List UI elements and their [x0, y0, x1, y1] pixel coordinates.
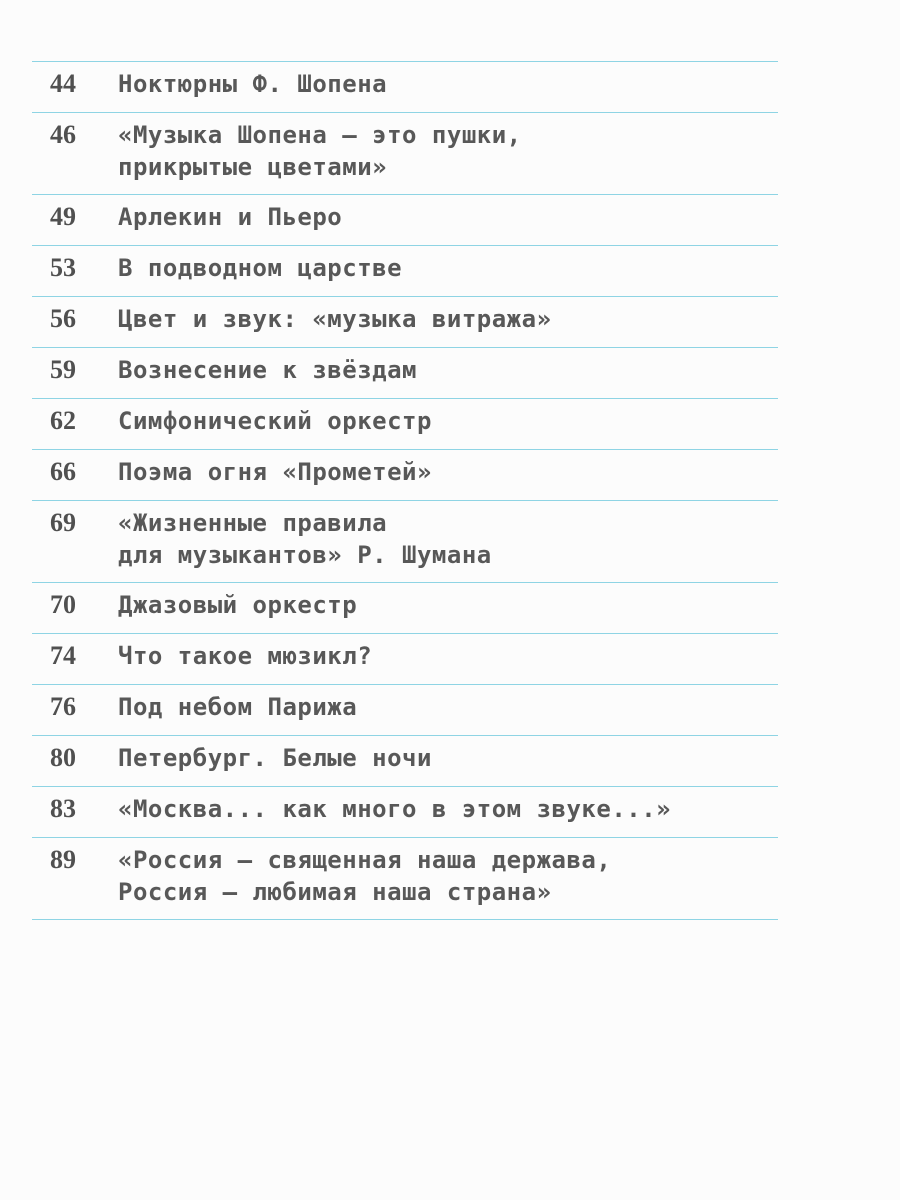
chapter-title: Петербург. Белые ночи [118, 744, 432, 772]
page-number: 46 [50, 120, 76, 149]
toc-row-80[interactable] [32, 736, 778, 787]
page-number: 89 [50, 845, 76, 874]
chapter-title: «Музыка Шопена — это пушки, прикрытые цветами» [118, 121, 522, 181]
toc-row-44[interactable] [32, 62, 778, 113]
toc-row-49[interactable] [32, 195, 778, 246]
page-number: 70 [50, 590, 76, 619]
chapter-title: В подводном царстве [118, 254, 403, 282]
chapter-title: Арлекин и Пьеро [118, 203, 343, 231]
toc-row-69[interactable] [32, 501, 778, 583]
toc-row-83[interactable] [32, 787, 778, 838]
toc-row-46[interactable] [32, 113, 778, 195]
chapter-title: Вознесение к звёздам [118, 356, 417, 384]
page-number: 76 [50, 692, 76, 721]
page-number: 53 [50, 253, 76, 282]
chapter-title: Поэма огня «Прометей» [118, 458, 432, 486]
toc-row-76[interactable] [32, 685, 778, 736]
toc-row-70[interactable] [32, 583, 778, 634]
chapter-title: Джазовый оркестр [118, 591, 358, 619]
chapter-title: «Москва... как много в этом звуке...» [118, 795, 672, 823]
chapter-title: Под небом Парижа [118, 693, 358, 721]
toc-row-66[interactable] [32, 450, 778, 501]
page-number: 56 [50, 304, 76, 333]
toc-row-53[interactable] [32, 246, 778, 297]
page-number: 59 [50, 355, 76, 384]
toc-row-89[interactable] [32, 838, 778, 920]
page-number: 83 [50, 794, 76, 823]
table-of-contents [32, 61, 778, 920]
page-number: 69 [50, 508, 76, 537]
chapter-title: Симфонический оркестр [118, 407, 432, 435]
page-number: 62 [50, 406, 76, 435]
page-number: 44 [50, 69, 76, 98]
chapter-title: Цвет и звук: «музыка витража» [118, 305, 552, 333]
toc-row-74[interactable] [32, 634, 778, 685]
toc-row-56[interactable] [32, 297, 778, 348]
page-number: 49 [50, 202, 76, 231]
toc-row-62[interactable] [32, 399, 778, 450]
page-number: 80 [50, 743, 76, 772]
page-number: 74 [50, 641, 76, 670]
chapter-title: Что такое мюзикл? [118, 642, 373, 670]
page-number: 66 [50, 457, 76, 486]
chapter-title: Ноктюрны Ф. Шопена [118, 70, 388, 98]
chapter-title: «Жизненные правила для музыкантов» Р. Шумана [118, 509, 492, 569]
chapter-title: «Россия — священная наша держава, Россия — любимая наша страна» [118, 846, 612, 906]
toc-row-59[interactable] [32, 348, 778, 399]
